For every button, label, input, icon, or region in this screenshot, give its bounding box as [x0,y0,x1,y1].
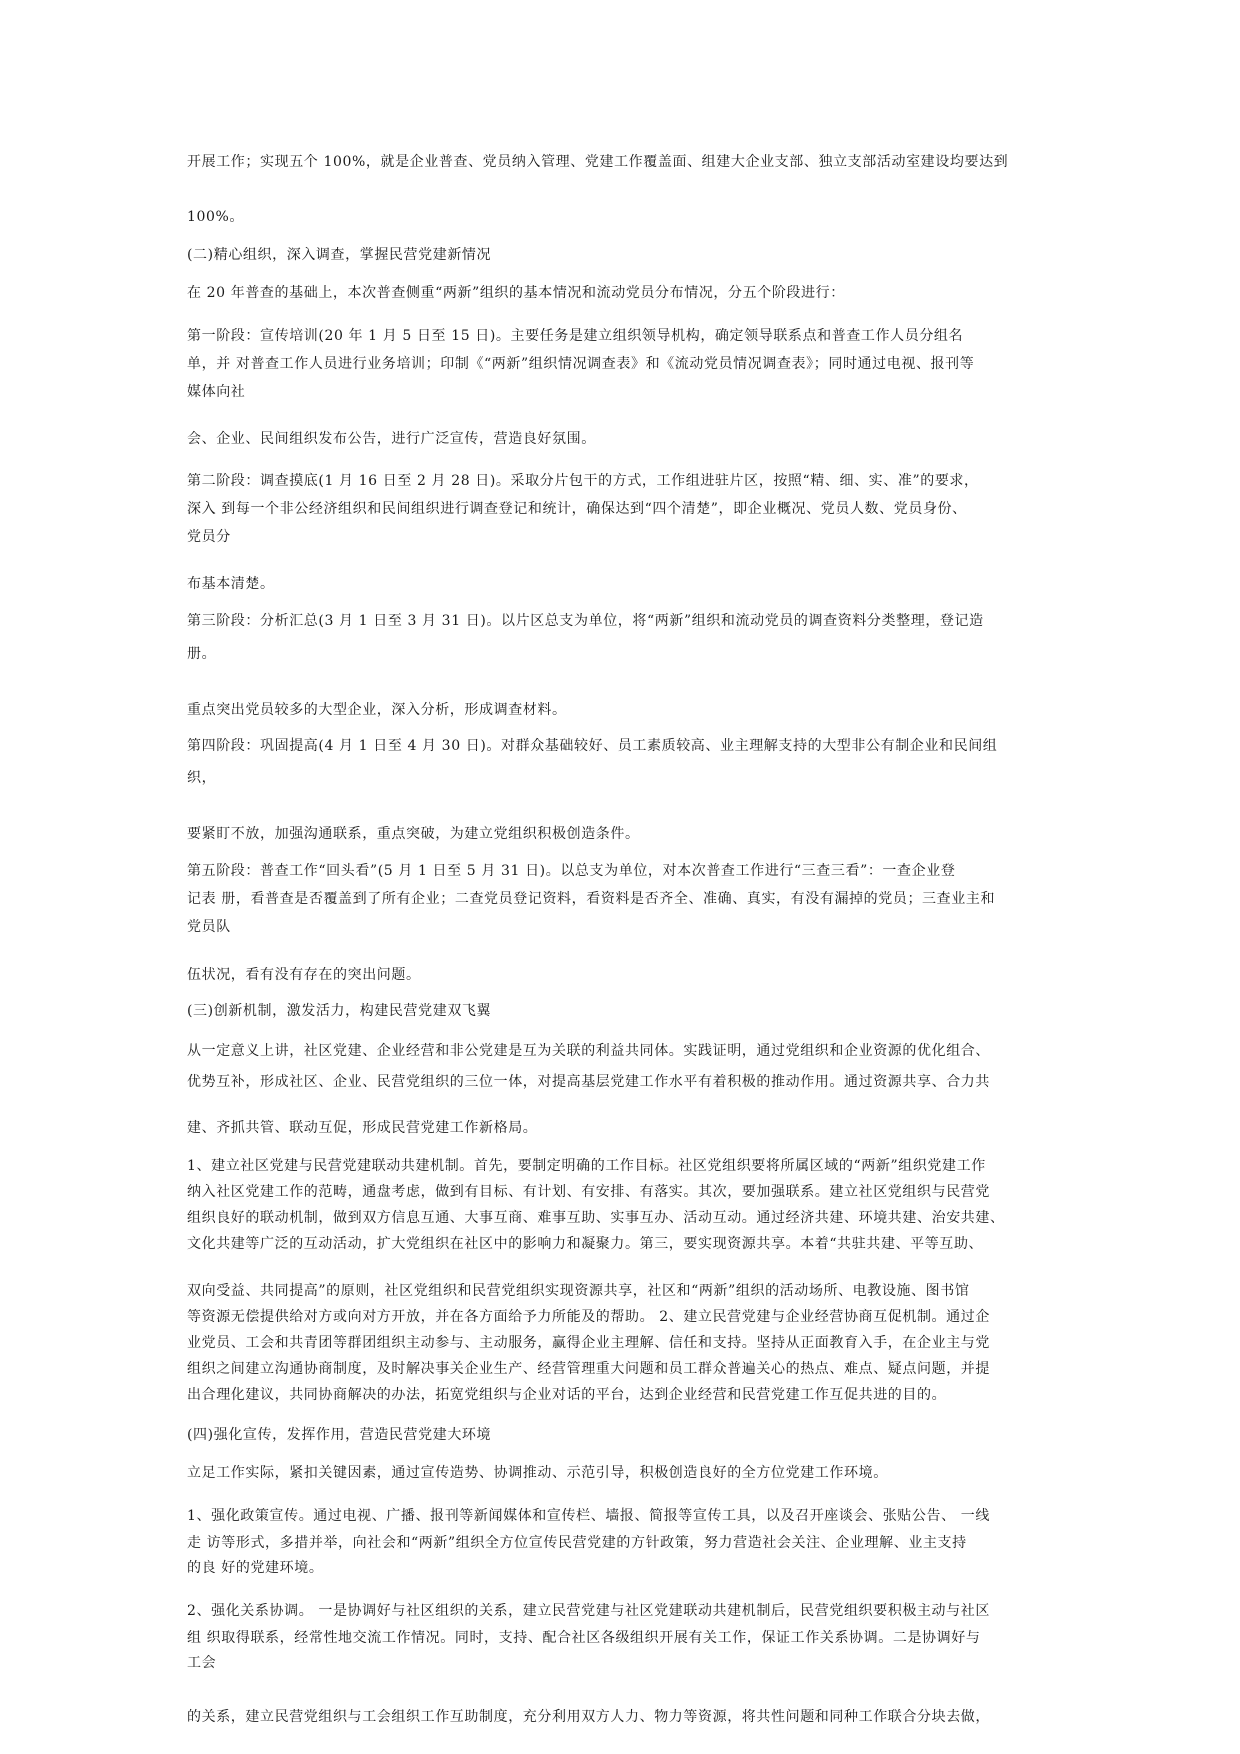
text-line: 第三阶段：分析汇总(3 月 1 日至 3 月 31 日)。以片区总支为单位，将“两新”组织和流动党员的调查资料分类整理，登记造 [187,613,984,629]
text-line: 第五阶段：普查工作“回头看”(5 月 1 日至 5 月 31 日)。以总支为单位，对本次普查工作进行“三查三看”：一查企业登 [187,863,956,879]
text-line: 组织良好的联动机制，做到双方信息互通、大事互商、难事互助、实事互办、活动互动。通过经济共建、环境共建、治安共建、 [187,1210,1005,1226]
text-line: 2、强化关系协调。 一是协调好与社区组织的关系，建立民营党建与社区党建联动共建机制后，民营党组织要积极主动与社区 [187,1603,990,1619]
text-line: 出合理化建议，共同协商解决的办法，拓宽党组织与企业对话的平台，达到企业经营和民营党建工作互促共进的目的。 [187,1387,947,1403]
text-line: 要紧盯不放，加强沟通联系，重点突破，为建立党组织积极创造条件。 [187,826,640,842]
text-line: 1、强化政策宣传。通过电视、广播、报刊等新闻媒体和宣传栏、墙报、简报等宣传工具，以及召开座谈会、张贴公告、 一线 [187,1508,990,1524]
text-line: 文化共建等广泛的互动活动，扩大党组织在社区中的影响力和凝聚力。第三，要实现资源共享。本着“共驻共建、平等互助、 [187,1236,984,1252]
text-line: 工会 [187,1655,217,1671]
text-line: 纳入社区党建工作的范畴，通盘考虑，做到有目标、有计划、有安排、有落实。其次，要加强联系。建立社区党组织与民营党 [187,1184,990,1200]
text-line: 组织之间建立沟通协商制度，及时解决事关企业生产、经营管理重大问题和员工群众普遍关心的热点、难点、疑点问题，并提 [187,1361,990,1377]
text-line: 伍状况，看有没有存在的突出问题。 [187,967,421,983]
section-heading: (二)精心组织，深入调查，掌握民营党建新情况 [187,247,492,263]
text-line: 第一阶段：宣传培训(20 年 1 月 5 日至 15 日)。主要任务是建立组织领导机构，确定领导联系点和普查工作人员分组名 [187,328,964,344]
text-line: 业党员、工会和共青团等群团组织主动参与、主动服务，赢得企业主理解、信任和支持。坚持从正面教育入手，在企业主与党 [187,1335,990,1351]
text-line: 织， [187,770,217,786]
text-line: 媒体向社 [187,384,246,400]
text-line: 重点突出党员较多的大型企业，深入分析，形成调查材料。 [187,702,567,718]
text-line: 第四阶段：巩固提高(4 月 1 日至 4 月 30 日)。对群众基础较好、员工素质较高、业主理解支持的大型非公有制企业和民间组 [187,738,998,754]
text-line: 走 访等形式，多措并举，向社会和“两新”组织全方位宣传民营党建的方针政策，努力营造社会关注、企业理解、业主支持 [187,1535,967,1551]
section-heading: (三)创新机制，激发活力，构建民营党建双飞翼 [187,1003,492,1019]
text-line: 的良 好的党建环境。 [187,1560,324,1576]
text-line: 深入 到每一个非公经济组织和民间组织进行调查登记和统计，确保达到“四个清楚”，即企业概况、党员人数、党员身份、 [187,501,967,517]
text-line: 等资源无偿提供给对方或向对方开放，并在各方面给予力所能及的帮助。 2、建立民营党建与企业经营协商互促机制。通过企 [187,1309,990,1325]
text-line: 1、建立社区党建与民营党建联动共建机制。首先，要制定明确的工作目标。社区党组织要将所属区域的“两新”组织党建工作 [187,1158,986,1174]
text-line: 记表 册，看普查是否覆盖到了所有企业；二查党员登记资料，看资料是否齐全、准确、真实，有没有漏掉的党员；三查业主和 [187,891,996,907]
text-line: 双向受益、共同提高”的原则，社区党组织和民营党组织实现资源共享，社区和“两新”组织的活动场所、电教设施、图书馆 [187,1283,970,1299]
text-line: 从一定意义上讲，社区党建、企业经营和非公党建是互为关联的利益共同体。实践证明，通过党组织和企业资源的优化组合、 [187,1043,990,1059]
text-line: 第二阶段：调查摸底(1 月 16 日至 2 月 28 日)。采取分片包干的方式，工作组进驻片区，按照“精、细、实、准”的要求， [187,473,979,489]
text-line: 单，并 对普查工作人员进行业务培训；印制《“两新”组织情况调查表》和《流动党员情况调查表》；同时通过电视、报刊等 [187,356,975,372]
text-line: 党员分 [187,529,231,545]
text-line: 立足工作实际，紧扣关键因素，通过宣传造势、协调推动、示范引导，积极创造良好的全方位党建工作环境。 [187,1465,888,1481]
text-line: 优势互补，形成社区、企业、民营党组织的三位一体，对提高基层党建工作水平有着积极的推动作用。通过资源共享、合力共 [187,1074,990,1090]
text-line: 100%。 [187,209,245,225]
text-line: 开展工作；实现五个 100%，就是企业普查、党员纳入管理、党建工作覆盖面、组建大企业支部、独立支部活动室建设均要达到 [187,154,1009,170]
text-line: 党员队 [187,919,231,935]
text-line: 册。 [187,646,217,662]
section-heading: (四)强化宣传，发挥作用，营造民营党建大环境 [187,1427,492,1443]
text-line: 的关系，建立民营党组织与工会组织工作互助制度，充分利用双方人力、物力等资源，将共性问题和同种工作联合分块去做， [187,1709,990,1725]
text-line: 在 20 年普查的基础上，本次普查侧重“两新”组织的基本情况和流动党员分布情况，分五个阶段进行： [187,285,845,301]
text-line: 组 织取得联系，经常性地交流工作情况。同时，支持、配合社区各级组织开展有关工作，保证工作关系协调。二是协调好与 [187,1630,981,1646]
text-line: 布基本清楚。 [187,576,275,592]
text-line: 建、齐抓共管、联动互促，形成民营党建工作新格局。 [187,1120,538,1136]
text-line: 会、企业、民间组织发布公告，进行广泛宣传，营造良好氛围。 [187,431,596,447]
